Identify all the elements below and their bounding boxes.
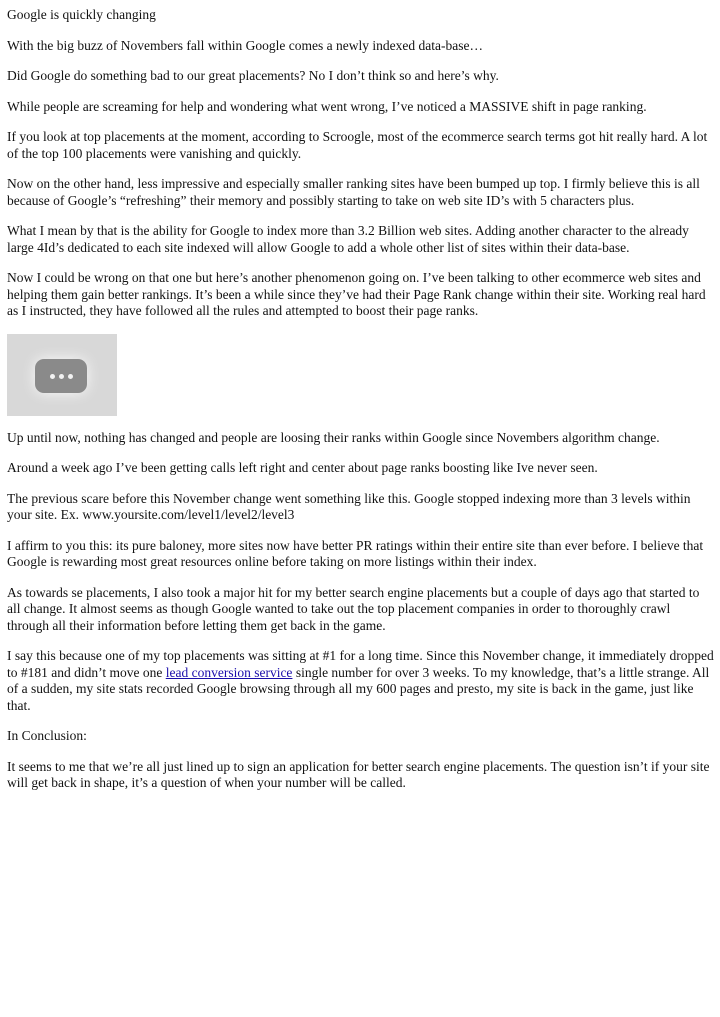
media-placeholder[interactable] <box>7 334 117 416</box>
dot <box>68 374 73 379</box>
paragraph-3: While people are screaming for help and wondering what went wrong, I’ve noticed a MASSIVE shift in page ranking. <box>7 98 647 114</box>
link-paragraph-after: single number for over 3 weeks. To my knowledge, that’s a little strange. All of a sudden, my site stats recorded Google browsing through all my 600 pages and presto, my site is back in the game, just like that. <box>7 664 710 713</box>
link-paragraph-before: I say this because one of my top placements was sitting at #1 for a long time. Since this November change, it immediately dropped to #181 and didn’t move one <box>7 648 714 680</box>
conclusion-paragraph: It seems to me that we’re all just lined up to sign an application for better search engine placements. The question isn’t if your site will get back in shape, it’s a question of when your number will be called. <box>7 758 710 790</box>
paragraph-5: Now on the other hand, less impressive and especially smaller ranking sites have been bumped up top. I firmly believe this is all because of Google’s “refreshing” their memory and possibly starting to take on web site ID’s with 5 characters plus. <box>7 176 700 208</box>
paragraph-1: With the big buzz of Novembers fall within Google comes a newly indexed data-base… <box>7 37 483 53</box>
conclusion-heading: In Conclusion: <box>7 728 87 743</box>
paragraph-6: What I mean by that is the ability for Google to index more than 3.2 Billion web sites. Adding another character to the already large 4Id’s dedicated to each site indexed will allow Google to add a whole other list of sites within their data-base. <box>7 223 689 255</box>
dot <box>50 374 55 379</box>
paragraph-with-link <box>7 648 714 714</box>
paragraph-2: Did Google do something bad to our great placements? No I don’t think so and here’s why. <box>7 68 499 83</box>
more-options-icon[interactable] <box>35 359 87 393</box>
paragraph-7: Now I could be wrong on that one but here’s another phenomenon going on. I’ve been talking to other ecommerce web sites and helping them gain better rankings. It’s been a while since they’ve had their Page Rank change within their site. Working real hard as I instructed, they have followed all the rules and attempted to boost their page ranks. <box>7 270 706 318</box>
lead-conversion-service-link[interactable]: lead conversion service <box>165 664 293 680</box>
paragraph-10: The previous scare before this November change went something like this. Google stopped indexing more than 3 levels within your site. Ex. www.yoursite.com/level1/level2/level3 <box>7 490 691 522</box>
paragraph-4: If you look at top placements at the moment, according to Scroogle, most of the ecommerce search terms got hit really hard. A lot of the top 100 placements were vanishing and quickly. <box>7 129 708 161</box>
paragraph-9: Around a week ago I’ve been getting calls left right and center about page ranks boosting like Ive never seen. <box>7 460 598 475</box>
dot <box>59 374 64 379</box>
paragraph-8: Up until now, nothing has changed and people are loosing their ranks within Google since Novembers algorithm change. <box>7 429 660 445</box>
paragraph-12: As towards se placements, I also took a major hit for my better search engine placements but a couple of days ago that started to all change. It almost seems as though Google wanted to take out the top placement companies in order to thoroughly crawl through all their information before letting them get back in the game. <box>7 584 700 633</box>
document-title: Google is quickly changing <box>7 7 156 22</box>
paragraph-11: I affirm to you this: its pure baloney, more sites now have better PR ratings within their entire site than ever before. I believe that Google is rewarding most great resources online before taking on more listings within their index. <box>7 537 704 569</box>
